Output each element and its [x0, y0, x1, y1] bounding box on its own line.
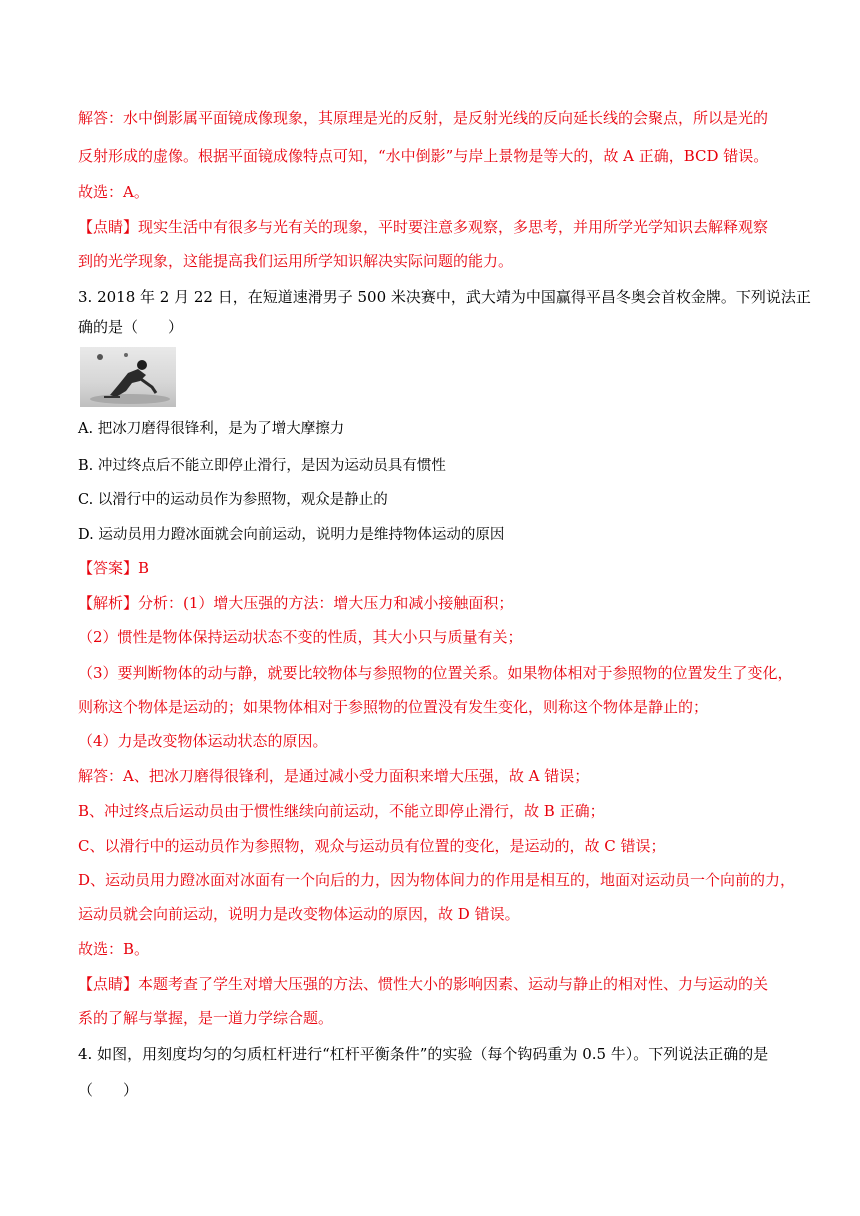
analysis-line: （3）要判断物体的动与静，就要比较物体与参照物的位置关系。如果物体相对于参照物的位置发生了变化，: [78, 664, 793, 682]
option-a: A. 把冰刀磨得很锋利，是为了增大摩擦力: [78, 421, 345, 437]
skater-figure-icon: [80, 347, 176, 407]
answer-label: 【答案】B: [78, 559, 150, 577]
comment-text: 系的了解与掌握，是一道力学综合题。: [78, 1009, 334, 1027]
solution-text: 反射形成的虚像。根据平面镜成像特点可知，“水中倒影”与岸上景物是等大的，故 A 正确，BCD 错误。: [78, 147, 769, 165]
solution-text: 解答：水中倒影属平面镜成像现象，其原理是光的反射，是反射光线的反向延长线的会聚点，所以是光的: [78, 109, 769, 127]
option-d: D. 运动员用力蹬冰面就会向前运动，说明力是维持物体运动的原因: [78, 527, 505, 543]
speed-skater-photo: [80, 347, 176, 407]
analysis-line: B、冲过终点后运动员由于惯性继续向前运动，不能立即停止滑行，故 B 正确；: [78, 802, 605, 820]
question-stem: 4. 如图，用刻度均匀的匀质杠杆进行“杠杆平衡条件”的实验（每个钩码重为 0.5 牛）。下列说法正确的是: [78, 1045, 769, 1063]
solution-choice: 故选：A。: [78, 183, 149, 201]
analysis-line: 解答：A、把冰刀磨得很锋利，是通过减小受力面积来增大压强，故 A 错误；: [78, 767, 590, 785]
option-c: C. 以滑行中的运动员作为参照物，观众是静止的: [78, 492, 388, 508]
question-stem: 确的是（ ）: [78, 318, 184, 336]
analysis-line: 【解析】分析：(1）增大压强的方法：增大压力和减小接触面积；: [78, 594, 514, 612]
question-stem: （ ）: [78, 1081, 139, 1099]
analysis-line: （4）力是改变物体运动状态的原因。: [78, 732, 328, 750]
comment-text: 【点睛】本题考查了学生对增大压强的方法、惯性大小的影响因素、运动与静止的相对性、力与运动的关: [78, 975, 769, 993]
analysis-line: （2）惯性是物体保持运动状态不变的性质，其大小只与质量有关；: [78, 628, 523, 646]
analysis-line: 故选：B。: [78, 940, 150, 958]
analysis-line: D、运动员用力蹬冰面对冰面有一个向后的力，因为物体间力的作用是相互的，地面对运动员一个向前的力，: [78, 871, 796, 889]
comment-text: 【点睛】现实生活中有很多与光有关的现象，平时要注意多观察，多思考，并用所学光学知识去解释观察: [78, 218, 769, 236]
option-b: B. 冲过终点后不能立即停止滑行，是因为运动员具有惯性: [78, 458, 446, 474]
analysis-line: 则称这个物体是运动的；如果物体相对于参照物的位置没有发生变化，则称这个物体是静止的；: [78, 698, 709, 716]
analysis-line: C、以滑行中的运动员作为参照物，观众与运动员有位置的变化，是运动的，故 C 错误；: [78, 837, 666, 855]
question-stem: 3. 2018 年 2 月 22 日，在短道速滑男子 500 米决赛中，武大靖为中国赢得平昌冬奥会首枚金牌。下列说法正: [78, 288, 811, 306]
analysis-line: 运动员就会向前运动，说明力是改变物体运动的原因，故 D 错误。: [78, 905, 520, 923]
comment-text: 到的光学现象，这能提高我们运用所学知识解决实际问题的能力。: [78, 252, 514, 270]
